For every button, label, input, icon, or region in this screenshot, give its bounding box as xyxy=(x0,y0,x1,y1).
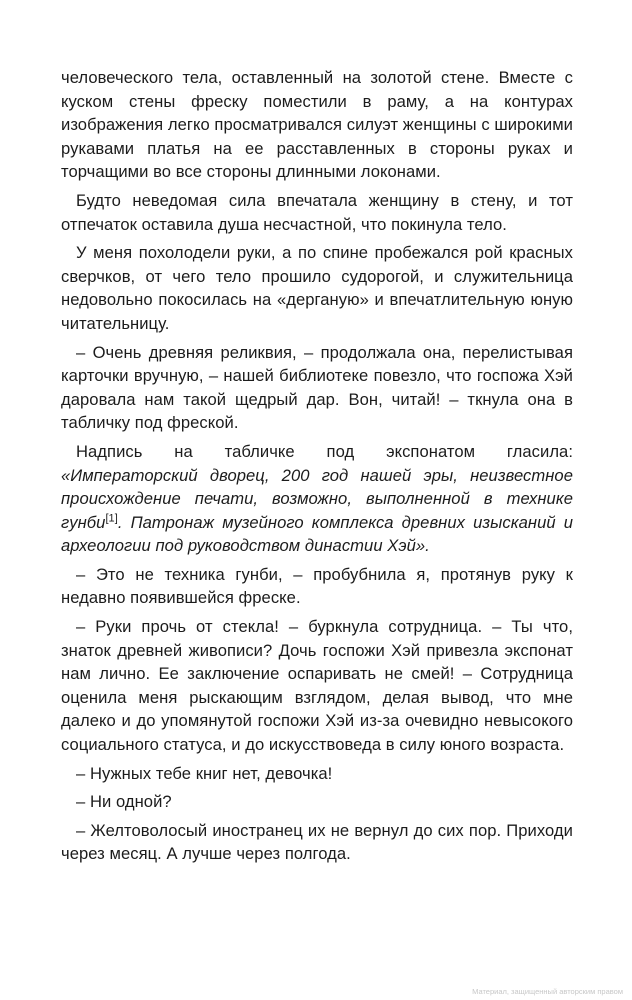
paragraph: – Нужных тебе книг нет, девочка! xyxy=(76,763,333,783)
inscription-quote-start: «Императорский дворец, 200 год нашей эры, неизвестное происхождение печати, возможно, выполненной в технике гунби xyxy=(61,465,573,532)
paragraph: человеческого тела, оставленный на золотой стене. Вместе с куском стены фреску поместили в раму, а на контурах изображения легко просматривался силуэт женщины с широкими рукавами платья на ее расставленных в стороны руках и торчащими во все стороны длинными локонами. xyxy=(61,68,573,182)
paragraph: У меня похолодели руки, а по спине пробежался рой красных сверчков, от чего тело прошило судорогой, и служительница недовольно покосилась на «дерганую» и впечатлительную юную читательницу. xyxy=(61,243,573,333)
footnote-ref[interactable]: [1] xyxy=(105,512,118,525)
inscription-quote-end: . Патронаж музейного комплекса древних изысканий и археологии под руководством династии Хэй». xyxy=(61,512,573,556)
inscription-intro: Надпись на табличке под экспонатом гласила: xyxy=(76,441,573,461)
paragraph: – Это не техника гунби, – пробубнила я, протянув руку к недавно появившейся фреске. xyxy=(61,564,573,608)
page-body xyxy=(61,66,573,866)
paragraph: – Желтоволосый иностранец их не вернул до сих пор. Приходи через месяц. А лучше через полгода. xyxy=(61,820,573,864)
paragraph: – Очень древняя реликвия, – продолжала она, перелистывая карточки вручную, – нашей библиотеке повезло, что госпожа Хэй даровала нам такой щедрый дар. Вон, читай! – ткнула она в табличку под фреской. xyxy=(61,342,573,433)
copyright-watermark: Материал, защищенный авторским правом xyxy=(472,987,623,996)
paragraph: – Руки прочь от стекла! – буркнула сотрудница. – Ты что, знаток древней живописи? Дочь госпожи Хэй привезла экспонат нам лично. Ее заключение оспаривать не смей! – Сотрудница оценила меня рыскающим взглядом, делая вывод, что мне далеко и до упомянутой госпожи Хэй из-за очевидно невысокого социального статуса, и до искусствоведа в силу юного возраста. xyxy=(61,617,573,755)
paragraph: Будто неведомая сила впечатала женщину в стену, и тот отпечаток оставила душа несчастной, что покинула тело. xyxy=(61,190,573,234)
paragraph: – Ни одной? xyxy=(76,792,172,812)
paragraph-inscription xyxy=(61,440,573,558)
